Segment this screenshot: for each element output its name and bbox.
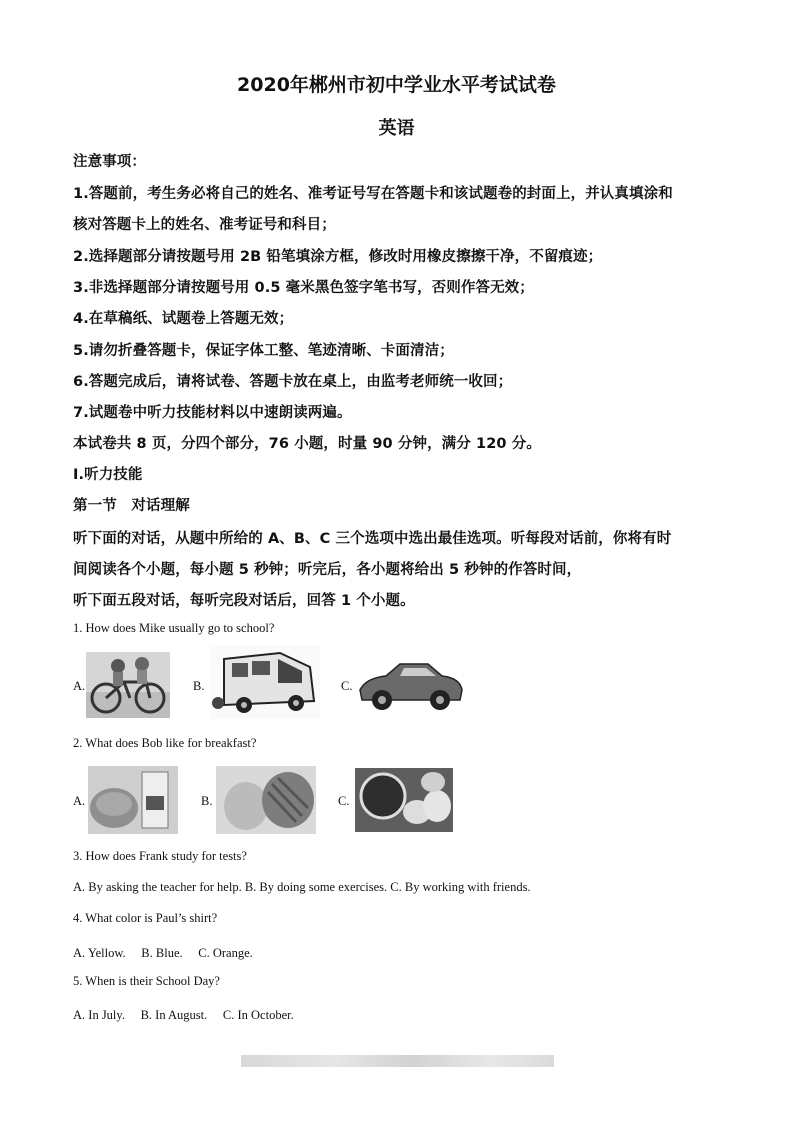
question-2-text: 2. What does Bob like for breakfast?	[73, 736, 257, 750]
option-a-label: A.	[73, 794, 86, 808]
question-3-text: 3. How does Frank study for tests?	[73, 849, 247, 863]
notes-heading: 注意事项：	[73, 154, 146, 170]
bread-milk-image	[88, 766, 178, 834]
coffee-eggs-image	[355, 768, 453, 832]
note-line: 1.答题前，考生务必将自己的姓名、准考证号写在答题卡和该试题卷的封面上，并认真填涂和	[73, 186, 673, 202]
option-a-label: A.	[73, 679, 86, 693]
note-line: 2.选择题部分请按题号用 2B 铅笔填涂方框，修改时用橡皮擦擦干净，不留痕迹；	[73, 249, 603, 265]
note-line: 3.非选择题部分请按题号用 0.5 毫米黑色签字笔书写，否则作答无效；	[73, 280, 534, 296]
instruction-line: 听下面的对话，从题中所给的 A、B、C 三个选项中选出最佳选项。听每段对话前，你将有时	[73, 531, 672, 547]
instruction-line: 间阅读各个小题，每小题 5 秒钟；听完后，各小题将给出 5 秒钟的作答时间，	[73, 562, 582, 578]
footer-watermark-bar	[241, 1055, 554, 1067]
car-image	[356, 656, 464, 714]
question-1-text: 1. How does Mike usually go to school?	[73, 621, 275, 635]
exam-title: 2020年郴州市初中学业水平考试试卷	[237, 74, 556, 96]
option-c-label: C.	[341, 679, 353, 693]
question-3-options: A. By asking the teacher for help. B. By doing some exercises. C. By working with friends.	[73, 880, 531, 894]
exam-summary: 本试卷共 8 页，分四个部分，76 小题，时量 90 分钟，满分 120 分。	[73, 436, 541, 452]
instruction-line: 听下面五段对话，每听完段对话后，回答 1 个小题。	[73, 593, 415, 609]
bicycle-image	[86, 652, 170, 718]
note-line: 6.答题完成后，请将试卷、答题卡放在桌上，由监考老师统一收回；	[73, 374, 513, 390]
note-line: 7.试题卷中听力技能材料以中速朗读两遍。	[73, 405, 352, 421]
bus-image	[210, 645, 320, 719]
note-line: 4.在草稿纸、试题卷上答题无效；	[73, 311, 294, 327]
question-4-options: A. Yellow. B. Blue. C. Orange.	[73, 946, 253, 960]
option-b-label: B.	[201, 794, 213, 808]
option-c-label: C.	[338, 794, 350, 808]
question-4-text: 4. What color is Paul’s shirt?	[73, 911, 218, 925]
subsection-heading: 第一节 对话理解	[73, 498, 190, 514]
note-line: 核对答题卡上的姓名、准考证号和科目；	[73, 217, 336, 233]
option-b-label: B.	[193, 679, 205, 693]
bread-image	[216, 766, 316, 834]
question-5-text: 5. When is their School Day?	[73, 974, 220, 988]
note-line: 5.请勿折叠答题卡，保证字体工整、笔迹清晰、卡面清洁；	[73, 343, 454, 359]
exam-subject: 英语	[378, 118, 415, 139]
question-5-options: A. In July. B. In August. C. In October.	[73, 1008, 294, 1022]
part-heading: Ⅰ.听力技能	[73, 467, 143, 483]
